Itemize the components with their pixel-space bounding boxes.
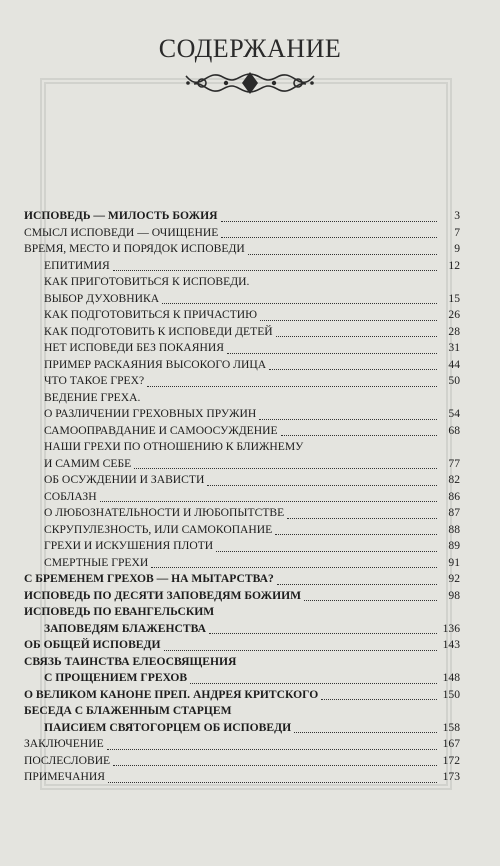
toc-entry-title: СОБЛАЗН bbox=[44, 489, 97, 503]
toc-entry-title: О ЛЮБОЗНАТЕЛЬНОСТИ И ЛЮБОПЫТСТВЕ bbox=[44, 506, 285, 519]
dot-leader bbox=[259, 419, 437, 420]
toc-entry-page: 15 bbox=[448, 291, 460, 305]
toc-entry-page: 26 bbox=[448, 308, 460, 321]
toc-entry-page: 44 bbox=[448, 357, 460, 371]
toc-entry-title: САМООПРАВДАНИЕ И САМООСУЖДЕНИЕ bbox=[44, 423, 278, 437]
toc-entry-title: ОБ ОБЩЕЙ ИСПОВЕДИ bbox=[24, 638, 161, 651]
dot-leader bbox=[221, 221, 437, 222]
toc-entry bbox=[24, 637, 460, 654]
toc-entry-title: ПОСЛЕСЛОВИЕ bbox=[24, 753, 111, 767]
toc-entry bbox=[24, 555, 460, 572]
dot-leader bbox=[207, 485, 437, 486]
toc-entry-title: С БРЕМЕНЕМ ГРЕХОВ — НА МЫТАРСТВА? bbox=[24, 572, 274, 585]
toc-entry bbox=[24, 258, 460, 275]
toc-entry bbox=[24, 522, 460, 539]
toc-entry bbox=[24, 241, 460, 258]
toc-entry-page: 77 bbox=[448, 456, 460, 470]
toc-entry bbox=[24, 406, 460, 423]
dot-leader bbox=[113, 270, 437, 271]
dot-leader bbox=[275, 534, 437, 535]
toc-entry bbox=[24, 208, 460, 225]
toc-entry bbox=[24, 588, 460, 605]
toc-entry-title: ИСПОВЕДЬ — МИЛОСТЬ БОЖИЯ bbox=[24, 209, 218, 222]
toc-entry-title: КАК ПРИГОТОВИТЬСЯ К ИСПОВЕДИ. bbox=[44, 275, 250, 288]
toc-entry bbox=[24, 736, 460, 753]
dot-leader bbox=[100, 501, 437, 502]
dot-leader bbox=[276, 336, 437, 337]
toc-entry-page: 28 bbox=[448, 324, 460, 338]
toc-entry-page: 87 bbox=[448, 506, 460, 519]
toc-entry-title: СВЯЗЬ ТАИНСТВА ЕЛЕОСВЯЩЕНИЯ bbox=[24, 654, 237, 668]
toc-entry bbox=[24, 621, 460, 638]
dot-leader bbox=[162, 303, 437, 304]
toc-entry-title: ИСПОВЕДЬ ПО ДЕСЯТИ ЗАПОВЕДЯМ БОЖИИМ bbox=[24, 588, 302, 602]
toc-entry bbox=[24, 423, 460, 440]
toc-entry-page: 9 bbox=[454, 242, 460, 255]
dot-leader bbox=[321, 699, 437, 700]
dot-leader bbox=[108, 782, 437, 783]
toc-entry bbox=[24, 753, 460, 770]
toc-entry bbox=[24, 472, 460, 489]
toc-entry-page: 12 bbox=[448, 258, 460, 272]
dot-leader bbox=[281, 435, 437, 436]
toc-entry bbox=[24, 720, 460, 737]
toc-entry-title: ПРИМЕР РАСКАЯНИЯ ВЫСОКОГО ЛИЦА bbox=[44, 357, 267, 371]
toc-entry-page: 148 bbox=[442, 671, 460, 684]
toc-entry-page: 92 bbox=[448, 572, 460, 585]
toc-entry bbox=[24, 456, 460, 473]
toc-entry-page: 98 bbox=[448, 588, 460, 602]
toc-entry-page: 3 bbox=[454, 209, 460, 222]
toc-entry-title: ОБ ОСУЖДЕНИИ И ЗАВИСТИ bbox=[44, 473, 205, 486]
toc-entry bbox=[24, 291, 460, 308]
toc-entry bbox=[24, 505, 460, 522]
toc-entry-page: 88 bbox=[448, 522, 460, 536]
toc-entry-title: СМЕРТНЫЕ ГРЕХИ bbox=[44, 555, 149, 569]
toc-entry-page: 7 bbox=[454, 225, 460, 239]
dot-leader bbox=[190, 683, 437, 684]
toc-entry-page: 167 bbox=[442, 737, 460, 750]
page-title: СОДЕРЖАНИЕ bbox=[158, 34, 342, 63]
toc-entry bbox=[24, 274, 460, 291]
table-of-contents bbox=[24, 208, 460, 786]
toc-entry bbox=[24, 340, 460, 357]
toc-entry bbox=[24, 769, 460, 786]
toc-entry-title: КАК ПОДГОТОВИТЬ К ИСПОВЕДИ ДЕТЕЙ bbox=[44, 324, 273, 338]
toc-entry-page: 86 bbox=[448, 489, 460, 503]
dot-leader bbox=[151, 567, 437, 568]
dot-leader bbox=[147, 386, 437, 387]
dot-leader bbox=[277, 584, 437, 585]
toc-entry-title: ВРЕМЯ, МЕСТО И ПОРЯДОК ИСПОВЕДИ bbox=[24, 242, 245, 255]
toc-entry-title: О РАЗЛИЧЕНИИ ГРЕХОВНЫХ ПРУЖИН bbox=[44, 407, 257, 420]
toc-entry-title: И САМИМ СЕБЕ bbox=[44, 456, 132, 470]
toc-entry bbox=[24, 670, 460, 687]
dot-leader bbox=[164, 650, 437, 651]
toc-entry-page: 91 bbox=[448, 555, 460, 569]
toc-entry bbox=[24, 357, 460, 374]
toc-entry bbox=[24, 571, 460, 588]
toc-entry bbox=[24, 654, 460, 671]
toc-entry bbox=[24, 324, 460, 341]
toc-entry-title: ИСПОВЕДЬ ПО ЕВАНГЕЛЬСКИМ bbox=[24, 605, 215, 618]
toc-entry-title: ЗАПОВЕДЯМ БЛАЖЕНСТВА bbox=[44, 621, 206, 635]
dot-leader bbox=[134, 468, 437, 469]
dot-leader bbox=[304, 600, 437, 601]
dot-leader bbox=[287, 518, 437, 519]
toc-entry-title: ЗАКЛЮЧЕНИЕ bbox=[24, 737, 104, 750]
toc-entry-title: С ПРОЩЕНИЕМ ГРЕХОВ bbox=[44, 671, 188, 684]
toc-entry-title: ЧТО ТАКОЕ ГРЕХ? bbox=[44, 374, 145, 387]
toc-entry-page: 158 bbox=[442, 720, 460, 734]
dot-leader bbox=[221, 237, 437, 238]
toc-entry-page: 68 bbox=[448, 423, 460, 437]
toc-entry-title: НЕТ ИСПОВЕДИ БЕЗ ПОКАЯНИЯ bbox=[44, 341, 224, 354]
toc-entry bbox=[24, 538, 460, 555]
decorative-ornament-icon bbox=[182, 66, 318, 100]
dot-leader bbox=[269, 369, 437, 370]
dot-leader bbox=[209, 633, 437, 634]
toc-entry-page: 136 bbox=[442, 621, 460, 635]
toc-entry-title: КАК ПОДГОТОВИТЬСЯ К ПРИЧАСТИЮ bbox=[44, 308, 258, 321]
toc-entry-page: 89 bbox=[448, 539, 460, 552]
toc-entry-title: БЕСЕДА С БЛАЖЕННЫМ СТАРЦЕМ bbox=[24, 704, 232, 717]
dot-leader bbox=[107, 749, 437, 750]
toc-entry-title: ВЫБОР ДУХОВНИКА bbox=[44, 291, 160, 305]
toc-entry bbox=[24, 390, 460, 407]
toc-entry bbox=[24, 703, 460, 720]
toc-entry-page: 50 bbox=[448, 374, 460, 387]
toc-entry bbox=[24, 307, 460, 324]
toc-entry bbox=[24, 604, 460, 621]
toc-entry bbox=[24, 225, 460, 242]
toc-entry-page: 31 bbox=[448, 341, 460, 354]
toc-entry-title: ПАИСИЕМ СВЯТОГОРЦЕМ ОБ ИСПОВЕДИ bbox=[44, 720, 292, 734]
toc-entry bbox=[24, 489, 460, 506]
toc-entry bbox=[24, 373, 460, 390]
dot-leader bbox=[227, 353, 437, 354]
toc-entry-title: О ВЕЛИКОМ КАНОНЕ ПРЕП. АНДРЕЯ КРИТСКОГО bbox=[24, 687, 319, 701]
dot-leader bbox=[260, 320, 437, 321]
toc-entry-page: 150 bbox=[442, 687, 460, 701]
toc-entry-page: 82 bbox=[448, 473, 460, 486]
toc-entry-title: СМЫСЛ ИСПОВЕДИ — ОЧИЩЕНИЕ bbox=[24, 225, 219, 239]
toc-entry bbox=[24, 439, 460, 456]
toc-entry-page: 143 bbox=[442, 638, 460, 651]
toc-entry-page: 172 bbox=[442, 753, 460, 767]
toc-entry-title: ПРИМЕЧАНИЯ bbox=[24, 770, 105, 783]
toc-entry-page: 54 bbox=[448, 407, 460, 420]
dot-leader bbox=[216, 551, 437, 552]
dot-leader bbox=[113, 765, 437, 766]
toc-entry-title: СКРУПУЛЕЗНОСТЬ, ИЛИ САМОКОПАНИЕ bbox=[44, 522, 273, 536]
toc-entry bbox=[24, 687, 460, 704]
toc-entry-title: ВЕДЕНИЕ ГРЕХА. bbox=[44, 390, 141, 404]
dot-leader bbox=[294, 732, 437, 733]
toc-entry-title: ЕПИТИМИЯ bbox=[44, 258, 110, 272]
toc-entry-title: НАШИ ГРЕХИ ПО ОТНОШЕНИЮ К БЛИЖНЕМУ bbox=[44, 440, 304, 453]
dot-leader bbox=[248, 254, 437, 255]
toc-entry-title: ГРЕХИ И ИСКУШЕНИЯ ПЛОТИ bbox=[44, 539, 214, 552]
toc-entry-page: 173 bbox=[442, 770, 460, 783]
